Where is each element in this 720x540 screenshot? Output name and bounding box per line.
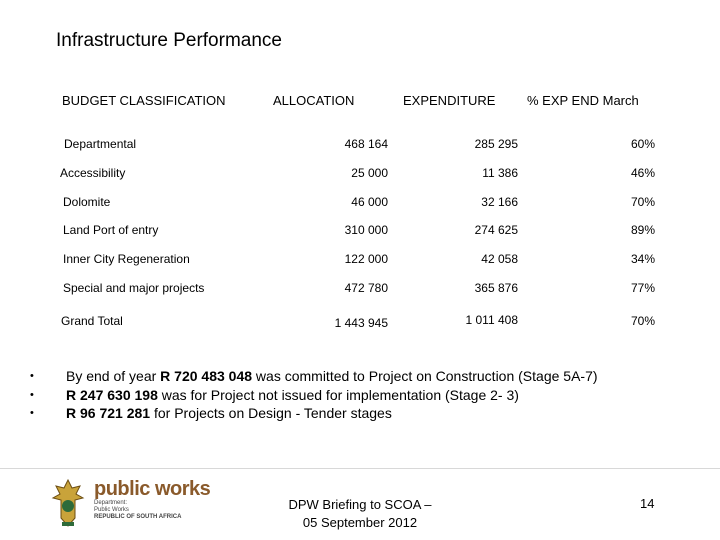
row-pct: 34% xyxy=(630,252,655,266)
row-allocation: 472 780 xyxy=(344,281,388,295)
public-works-logo xyxy=(50,478,210,530)
logo-subline: REPUBLIC OF SOUTH AFRICA xyxy=(94,514,182,520)
page-title: Infrastructure Performance xyxy=(56,30,282,51)
bullet-text: R 96 721 281 for Projects on Design - Tender stages xyxy=(66,405,392,421)
row-pct: 60% xyxy=(630,137,655,151)
row-label: Departmental xyxy=(64,137,137,151)
row-label: Inner City Regeneration xyxy=(63,252,190,266)
row-label-grand-total: Grand Total xyxy=(61,314,123,328)
footer-caption xyxy=(260,496,460,532)
logo-text xyxy=(94,478,210,521)
bullet-text: R 247 630 198 was for Project not issued for implementation (Stage 2- 3) xyxy=(66,386,519,403)
grand-total-expenditure: 1 011 408 xyxy=(465,313,518,327)
row-expenditure: 42 058 xyxy=(481,252,518,266)
grand-total-allocation: 1 443 945 xyxy=(334,316,388,330)
row-expenditure: 32 166 xyxy=(481,195,518,209)
row-pct: 70% xyxy=(630,195,655,209)
grand-total-pct: 70% xyxy=(630,314,655,328)
header-allocation: ALLOCATION xyxy=(273,93,355,108)
footer-line-2: 05 September 2012 xyxy=(302,515,418,530)
row-allocation: 122 000 xyxy=(344,252,388,266)
bullet-item xyxy=(30,386,598,405)
row-label: Dolomite xyxy=(63,195,111,209)
row-expenditure: 274 625 xyxy=(474,223,518,237)
row-label: Accessibility xyxy=(60,166,126,180)
summary-bullets xyxy=(30,367,598,423)
header-expenditure: EXPENDITURE xyxy=(403,93,496,108)
row-expenditure: 11 386 xyxy=(482,166,518,180)
logo-subline: Department: xyxy=(94,500,128,506)
footer-divider xyxy=(0,468,720,469)
bullet-item xyxy=(30,367,598,386)
row-label: Land Port of entry xyxy=(63,223,159,237)
bullet-icon: • xyxy=(30,388,34,401)
logo-wordmark: public works xyxy=(94,478,211,500)
row-allocation: 25 000 xyxy=(351,166,388,180)
row-expenditure: 365 876 xyxy=(474,281,518,295)
row-pct: 77% xyxy=(630,281,655,295)
row-allocation: 468 164 xyxy=(344,137,388,151)
row-label: Special and major projects xyxy=(63,281,205,295)
page-number: 14 xyxy=(640,496,655,511)
footer-line-1: DPW Briefing to SCOA – xyxy=(288,497,432,512)
bullet-icon: • xyxy=(30,370,34,382)
row-expenditure: 285 295 xyxy=(474,137,518,151)
bullet-item xyxy=(30,404,598,423)
bullet-icon: • xyxy=(30,407,34,419)
header-budget-classification: BUDGET CLASSIFICATION xyxy=(62,93,226,108)
row-allocation: 46 000 xyxy=(351,195,388,209)
row-pct: 89% xyxy=(630,223,655,237)
logo-subline: Public Works xyxy=(94,507,129,513)
header-exp-pct: % EXP END March xyxy=(527,93,639,108)
coat-of-arms-icon xyxy=(50,478,86,530)
bullet-text: By end of year R 720 483 048 was committed to Project on Construction (Stage 5A-7) xyxy=(66,368,598,384)
row-pct: 46% xyxy=(630,166,655,180)
row-allocation: 310 000 xyxy=(344,223,388,237)
